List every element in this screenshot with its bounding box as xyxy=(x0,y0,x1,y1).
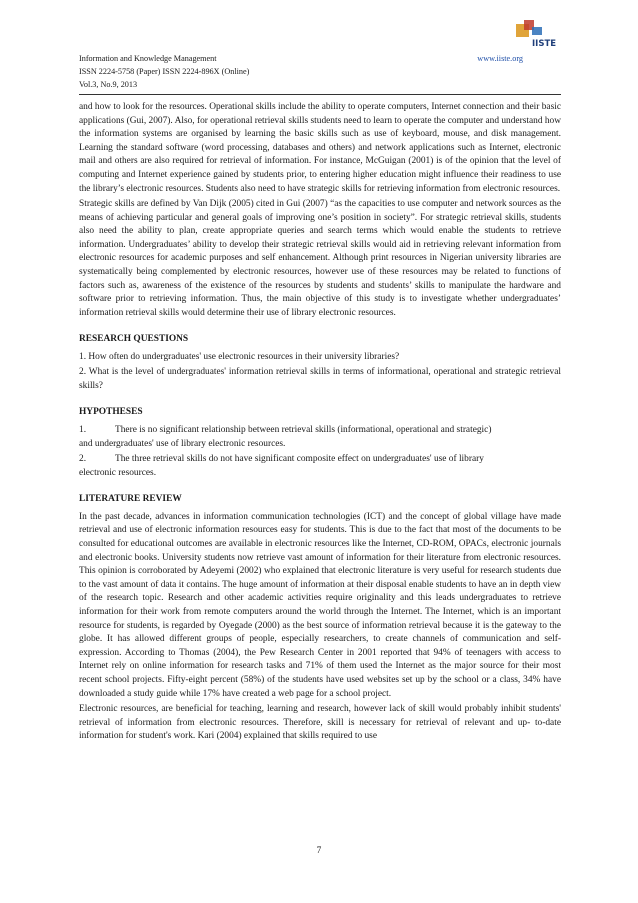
hypothesis-1-continuation: and undergraduates' use of library electronic resources. xyxy=(79,438,286,449)
page-number: 7 xyxy=(316,846,322,856)
header-divider xyxy=(79,94,561,95)
research-question-2: 2. What is the level of undergraduates' information retrieval skills in terms of informational, operational and strategic retrieval skills? xyxy=(79,367,561,391)
hypotheses-heading: HYPOTHESES xyxy=(79,407,143,418)
literature-paragraph-2: Electronic resources, are beneficial for teaching, learning and research, however lack of skill would probably inhibit students' retrieval of information from electronic resources. Therefore, skill is necessary for retrieval of relevant and up- to-date information for student's work. Kari (2004) explained that skills required to use xyxy=(79,703,561,742)
hypothesis-1 xyxy=(79,424,561,451)
journal-name: Information and Knowledge Management xyxy=(79,54,217,63)
hypothesis-1-text: There is no significant relationship between retrieval skills (informational, operational and strategic) xyxy=(115,425,492,436)
logo-text: IISTE xyxy=(532,39,557,48)
hypothesis-2 xyxy=(79,453,561,480)
hypothesis-1-number: 1. xyxy=(79,425,87,436)
article-body xyxy=(79,101,561,746)
issn-line: ISSN 2224-5758 (Paper) ISSN 2224-896X (Online) xyxy=(79,67,250,77)
research-questions-heading: RESEARCH QUESTIONS xyxy=(79,334,189,345)
research-question-1: 1. How often do undergraduates' use electronic resources in their university libraries? xyxy=(79,351,400,362)
journal-url-link[interactable]: www.iiste.org xyxy=(477,54,523,63)
hypothesis-2-continuation: electronic resources. xyxy=(79,467,157,478)
intro-paragraph-2: Strategic skills are defined by Van Dijk (2005) cited in Gui (2007) “as the capacities to use computer and network sources as the means of achieving particular and general goals of improving one’s position in society”. For strategic retrieval skills, students also need the ability to plan, create appropriate queries and search terms which would enable the students to retrieve information. Undergraduates’ ability to develop their strategic retrieval skills would aid in retrieving relevant information from electronic resources for academic purposes and self enhancement. Although print resources in Nigerian university libraries are systematically being complemented by electronic resources, however use of these resources may be related to functions of factors such as, awareness of the existence of the resources by students and students’ skills to manipulate the hardware and software prior to retrieving information. Thus, the main objective of this study is to investigate whether undergraduates’ information retrieval skills would determine their use of library electronic resources. xyxy=(79,198,561,318)
hypothesis-2-text: The three retrieval skills do not have significant composite effect on undergraduates' use of library xyxy=(115,454,484,465)
iiste-logo xyxy=(514,18,562,48)
literature-review-heading: LITERATURE REVIEW xyxy=(79,494,182,505)
volume-line: Vol.3, No.9, 2013 xyxy=(79,80,138,90)
page-header xyxy=(79,52,561,92)
literature-paragraph-1: In the past decade, advances in information communication technologies (ICT) and the concept of global village have made retrieval and use of electronic information resources easy for students. This is due to the fact that most of the documents to be consulted for educational outcomes are available in electronic resources like the Internet, CD-ROM, OPACs, electronic journals and electronic books. University students now retrieve vast amount of information for their literature from electronic resources. This opinion is corroborated by Adeyemi (2002) who explained that electronic literature is very useful for research students due to the vast amount of data it contains. The huge amount of information at their disposal enable students to have an in depth view of the research topic. Research and other academic activities require originality and this leads undergraduates to retrieve information for their work from remote computers around the world through the Internet. The Internet, which is an important resource for students, is regarded by Oyegade (2000) as the best source of information retrieval because it is the gateway to the globe. It has allowed different groups of people, especially researchers, to create channels of communication and self-expression. According to Thomas (2004), the Pew Research Center in 2001 reported that 94% of teenagers with access to Internet rely on online information for research tasks and 71% of them used the Internet as the major source for their most recent school projects. Fifty-eight percent (58%) of the students have used websites set up by the school or a class, 34% have downloaded a study guide while 17% have created a web page for a school project. xyxy=(79,511,561,699)
intro-paragraph-1: and how to look for the resources. Operational skills include the ability to operate computers, Internet connection and their basic applications (Gui, 2007). Also, for operational retrieval skills students need to learn to operate the computer and understand how the information systems are organised by learning the basic skills such as use of keyboard, mouse, and disk management. Learning the standard software (word processing, databases and others) and network applications such as Internet, electronic mail and others are also required for retrieval of information. For instance, McGuigan (2001) is of the opinion that the level of computing and Internet experience gained by students prior, to entering higher education might influence their readiness to use the library’s electronic resources. Students also need to have strategic skills for retrieving information from electronic resources. xyxy=(79,102,561,194)
hypothesis-2-number: 2. xyxy=(79,454,87,465)
